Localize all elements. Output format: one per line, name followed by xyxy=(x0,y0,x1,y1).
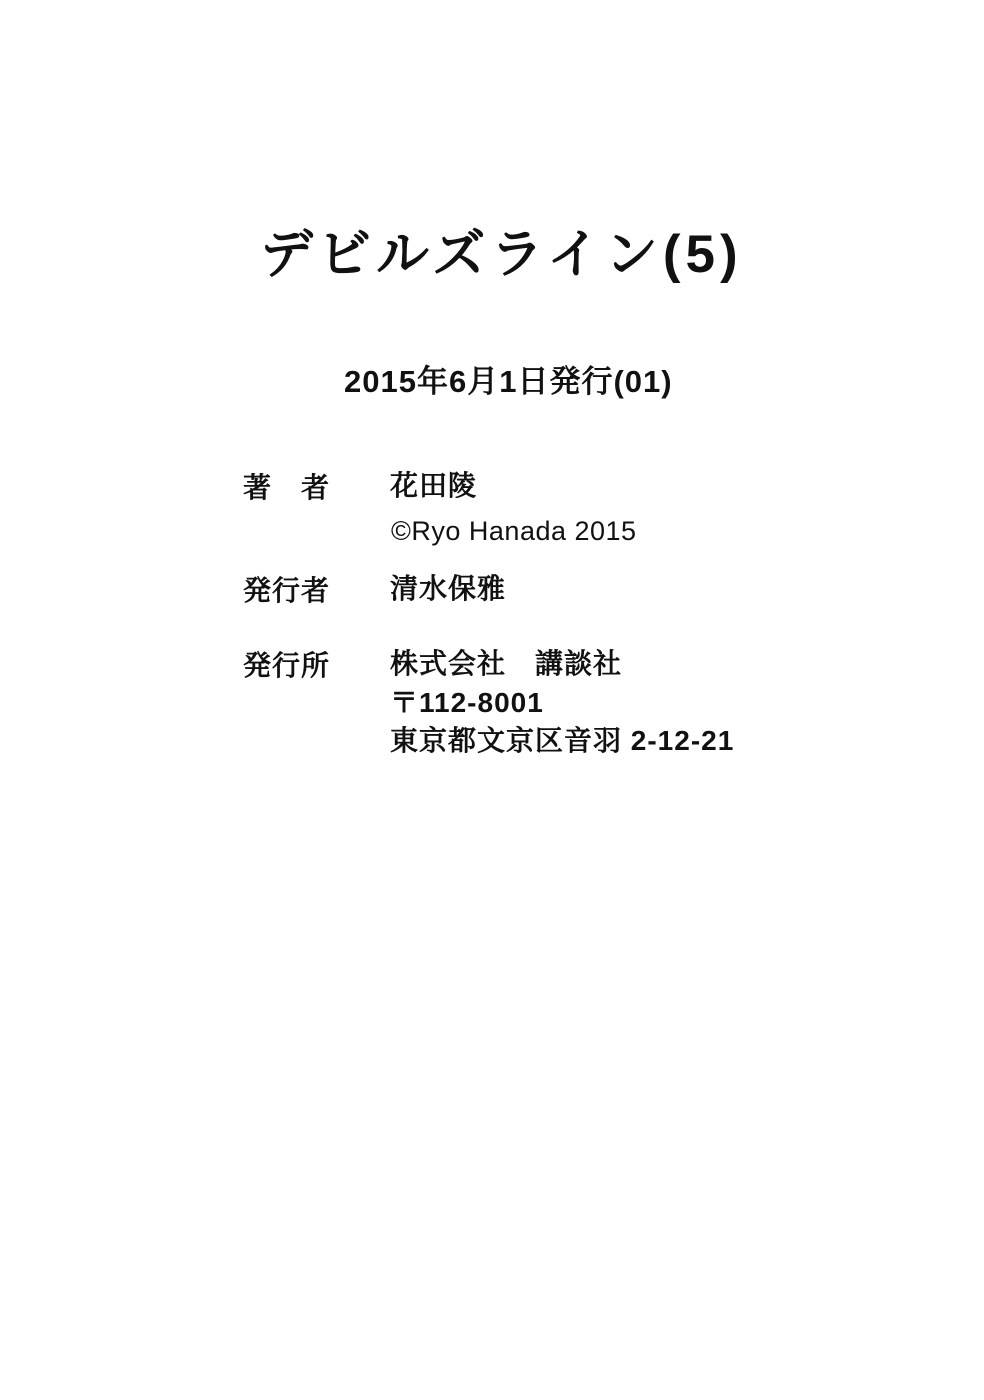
publisher-address: 東京都文京区音羽 2-12-21 xyxy=(390,725,735,756)
publisher-label: 発行者 xyxy=(243,575,331,606)
publishing-house-name: 株式会社 講談社 xyxy=(390,648,623,679)
postal-code: 〒112-8001 xyxy=(390,687,544,718)
author-name: 花田陵 xyxy=(390,470,478,501)
publisher-name: 清水保雅 xyxy=(390,573,507,604)
author-label: 著 者 xyxy=(243,472,331,503)
copyright-notice: ©Ryo Hanada 2015 xyxy=(391,516,637,546)
publication-date: 2015年6月1日発行(01) xyxy=(344,364,673,399)
book-title: デビルズライン(5) xyxy=(260,225,743,284)
publishing-house-label: 発行所 xyxy=(243,650,331,681)
